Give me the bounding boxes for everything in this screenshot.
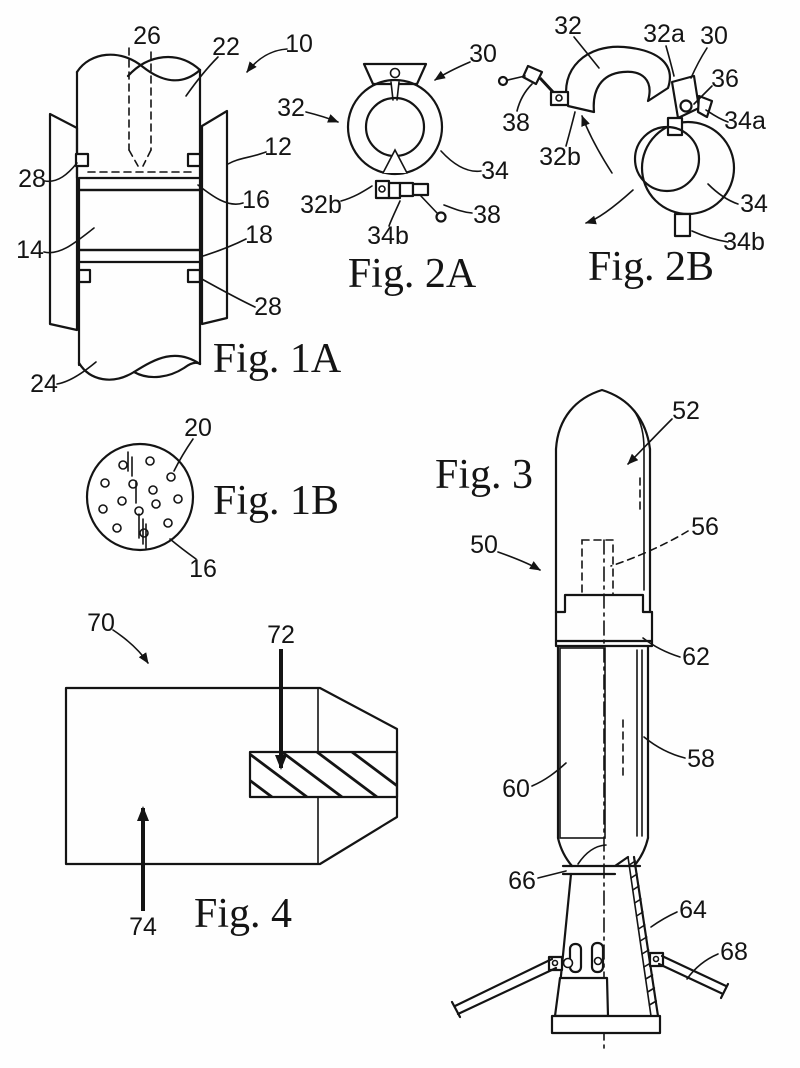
ref-label-16: 16	[242, 186, 270, 214]
leader-34	[441, 151, 481, 171]
clip-upper-right	[188, 154, 200, 166]
ref-label-32a: 32a	[643, 20, 685, 48]
arrow-70	[113, 630, 148, 663]
ref-label-66: 66	[508, 867, 536, 895]
toggle-nose	[413, 184, 428, 195]
ref-label-60: 60	[502, 775, 530, 803]
base-plate	[552, 1016, 660, 1033]
figure-1a-caption: Fig. 1A	[212, 336, 342, 382]
slot-ball-right	[595, 958, 602, 965]
figure-3	[435, 390, 748, 1052]
hook-end-hole	[556, 95, 562, 101]
plate-16	[79, 178, 200, 190]
ref-label-72: 72	[267, 621, 295, 649]
leader-24	[57, 362, 96, 384]
ref-label-36: 36	[711, 65, 739, 93]
leader-64	[651, 912, 677, 927]
leader-66	[538, 871, 566, 878]
ref-label-18: 18	[245, 221, 273, 249]
figure-1b	[87, 414, 339, 583]
support-leg-right	[659, 956, 728, 998]
pivot-hole-36	[681, 101, 692, 112]
leader-32b	[341, 186, 372, 201]
ref-label-62: 62	[682, 643, 710, 671]
ref-label-52: 52	[672, 397, 700, 425]
toggle-pin	[420, 195, 438, 214]
figure-4	[66, 609, 412, 941]
ref-label-34b: 34b	[723, 228, 765, 256]
neck-right	[634, 838, 648, 866]
leader-60	[532, 763, 566, 786]
clamp-hook-open	[566, 47, 670, 112]
toggle-ring	[499, 77, 507, 85]
coupling-sleeve-right	[202, 111, 227, 324]
leader-32b	[566, 112, 575, 146]
figure-1a	[16, 22, 342, 398]
figure-2a	[277, 40, 509, 297]
clip-lower-right	[188, 270, 200, 282]
ref-label-50: 50	[470, 531, 498, 559]
pedestal	[555, 978, 608, 1016]
figure-2a-caption: Fig. 2A	[347, 251, 477, 297]
latch-block-34b	[389, 183, 400, 198]
ref-label-64: 64	[679, 896, 707, 924]
ref-label-16: 16	[189, 555, 217, 583]
ring-bottom-notch	[383, 150, 407, 173]
leader-30	[691, 48, 707, 78]
leader-12	[228, 152, 266, 164]
swing-arrow-long	[586, 190, 633, 223]
pipe-broken-bottom-curve	[79, 356, 200, 380]
ref-label-14: 14	[16, 236, 44, 264]
ref-label-12: 12	[264, 133, 292, 161]
support-leg-left	[452, 959, 556, 1017]
toggle-wire	[508, 76, 525, 80]
leader-38	[517, 84, 532, 111]
coupling-sleeve-left	[50, 114, 77, 330]
lug-hole	[391, 69, 400, 78]
leader-18	[200, 239, 246, 257]
ref-label-30: 30	[700, 22, 728, 50]
ref-label-26: 26	[133, 22, 161, 50]
ref-label-58: 58	[687, 745, 715, 773]
clamped-rod	[366, 98, 424, 156]
toggle-handle	[523, 66, 542, 84]
flap-34a	[698, 96, 712, 117]
ref-label-24: 24	[30, 370, 58, 398]
ref-label-38: 38	[502, 109, 530, 137]
ref-label-22: 22	[212, 33, 240, 61]
ref-label-30: 30	[469, 40, 497, 68]
packing-14	[79, 190, 200, 250]
ref-label-32b: 32b	[300, 191, 342, 219]
plate-18	[79, 250, 200, 262]
leader-58	[644, 737, 685, 758]
ref-label-28b: 28	[254, 293, 282, 321]
figure-2b-caption: Fig. 2B	[587, 244, 715, 290]
ref-label-68: 68	[720, 938, 748, 966]
slot-left	[570, 944, 581, 972]
figure-4-caption: Fig. 4	[193, 891, 293, 937]
ref-label-34: 34	[481, 157, 509, 185]
toggle-ball	[437, 213, 446, 222]
ref-label-70: 70	[87, 609, 115, 637]
neck-left	[558, 838, 572, 866]
arrow-10	[247, 49, 287, 72]
ref-label-20: 20	[184, 414, 212, 442]
figure-1b-caption: Fig. 1B	[212, 478, 340, 524]
ref-label-34b: 34b	[367, 222, 409, 250]
ref-label-10: 10	[285, 30, 313, 58]
toggle-body	[400, 183, 413, 196]
ref-label-56: 56	[691, 513, 719, 541]
ref-label-34a: 34a	[724, 107, 766, 135]
clamped-rod-2b	[635, 127, 699, 191]
hidden-charge-56	[582, 540, 613, 595]
swing-arrow-short	[582, 116, 612, 173]
ref-label-28a: 28	[18, 165, 46, 193]
figure-3-caption: Fig. 3	[434, 452, 534, 498]
arrow-32	[306, 112, 338, 122]
ref-label-32: 32	[554, 12, 582, 40]
ref-label-74: 74	[129, 913, 157, 941]
propellant-column-60	[560, 648, 605, 838]
tab-34b	[675, 214, 690, 236]
ref-label-32: 32	[277, 94, 305, 122]
igniter-insert-stripes	[177, 752, 412, 797]
toggle-bar	[540, 78, 553, 92]
leg-bracket-right-hole	[654, 957, 659, 962]
leader-16	[198, 185, 243, 204]
pipe-broken-top-loop	[128, 57, 200, 76]
ref-label-38: 38	[473, 201, 501, 229]
arrow-50	[498, 552, 540, 570]
igniter-insert-72	[250, 752, 397, 797]
leader-34	[708, 184, 738, 204]
slot-ball-left	[564, 959, 573, 968]
neck-inner-funnel	[578, 845, 606, 864]
arrow-30	[435, 62, 470, 80]
leader-38	[444, 205, 472, 213]
leg-bracket-left-hole	[553, 961, 558, 966]
shell-ogive	[556, 390, 650, 449]
hinge-hole	[379, 186, 385, 192]
case-inner-walls-58	[637, 650, 642, 836]
figure-2b	[499, 12, 768, 290]
ref-label-34: 34	[740, 190, 768, 218]
clip-upper-left	[76, 154, 88, 166]
ref-label-32b: 32b	[539, 143, 581, 171]
